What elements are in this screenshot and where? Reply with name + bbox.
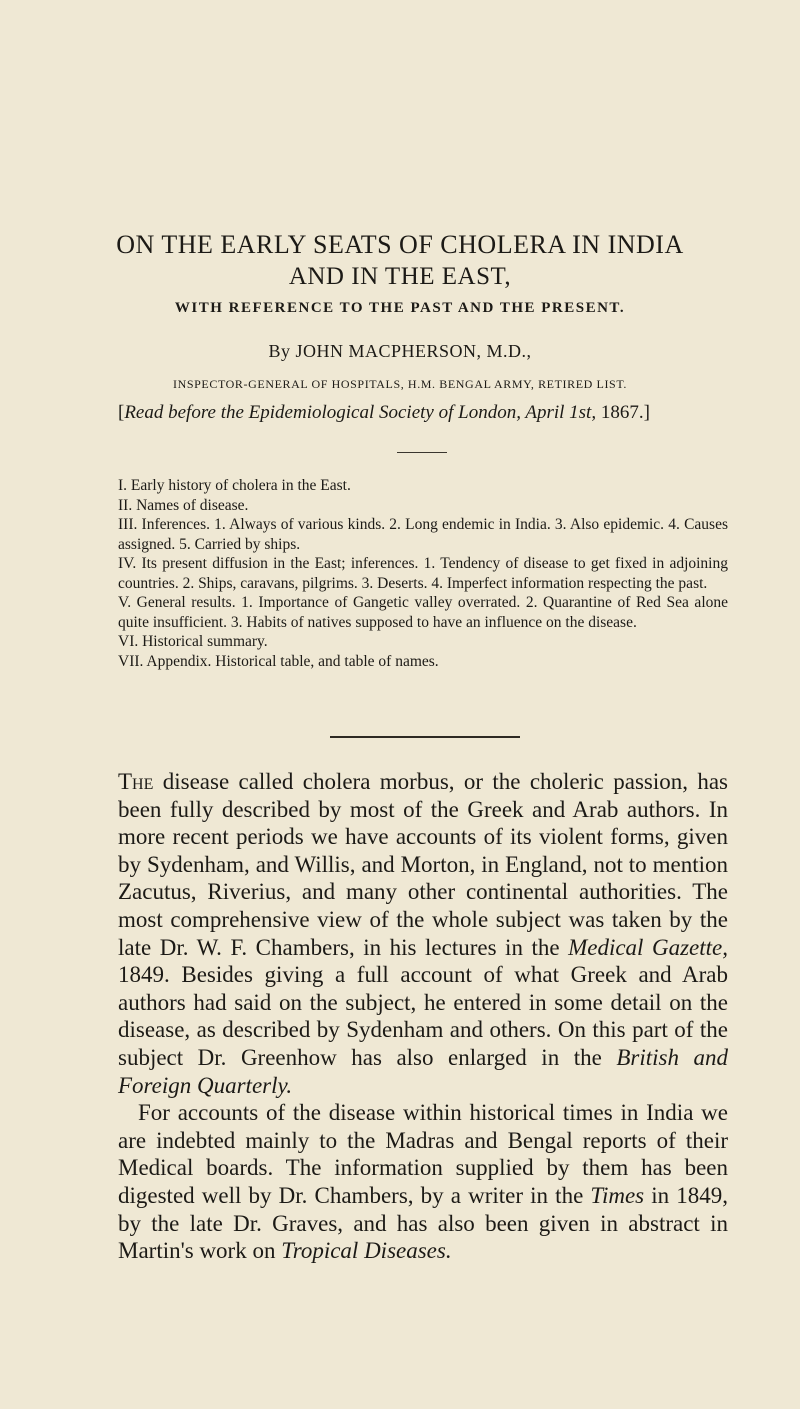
toc-entry: II. Names of disease. bbox=[118, 496, 249, 514]
short-divider bbox=[397, 452, 447, 453]
author-line: By JOHN MACPHERSON, M.D., bbox=[268, 341, 532, 361]
table-of-contents bbox=[118, 476, 728, 671]
paragraph-2 bbox=[118, 1099, 728, 1265]
toc-entry: VI. Historical summary. bbox=[118, 633, 268, 650]
read-before-note bbox=[118, 402, 798, 424]
paragraph-1 bbox=[118, 768, 728, 1099]
paragraph-2-italic-2: Tropical Diseases. bbox=[281, 1238, 452, 1264]
paragraph-1-lead: The bbox=[118, 769, 154, 794]
paragraph-1-text-b: 1849. Besides giving a full account of what Greek and Arab authors had said on the subject, he entered in some detail on the disease, as described by Sydenham and others. On this part of the subject Dr. Greenhow has also enlarged in the bbox=[118, 962, 728, 1070]
read-before-italic: Read before the Epidemiological Society of London, April 1st, bbox=[124, 402, 597, 423]
title-line-2: AND IN THE EAST, bbox=[288, 263, 512, 290]
toc-entry: V. General results. 1. Importance of Gangetic valley overrated. 2. Quarantine of Red Sea alone quite insufficient. 3. Habits of natives supposed to have an influence on the disease. bbox=[118, 594, 728, 631]
paragraph-2-text-b: in 1849, by the late Dr. Graves, and has also been given in abstract in Martin's work on bbox=[118, 1182, 729, 1264]
title-line-1: ON THE EARLY SEATS OF CHOLERA IN INDIA bbox=[116, 230, 684, 259]
paragraph-1-italic-2: British and Foreign Quarterly. bbox=[118, 1044, 729, 1098]
paragraph-2-text-a: For accounts of the disease within historical times in India we are indebted mainly to the Madras and Bengal reports of their Medical boards. The information supplied by them has been digested well by Dr. Chambers, by a writer in the bbox=[118, 1100, 728, 1208]
author-credentials: INSPECTOR-GENERAL OF HOSPITALS, H.M. BENGAL ARMY, RETIRED LIST. bbox=[173, 377, 627, 391]
read-before-date: 1867.] bbox=[596, 402, 650, 423]
toc-entry: III. Inferences. 1. Always of various kinds. 2. Long endemic in India. 3. Also epidemic. 4. Causes assigned. 5. Carried by ships. bbox=[118, 516, 728, 553]
paragraph-1-italic-1: Medical Gazette, bbox=[568, 934, 728, 960]
toc-entry: I. Early history of cholera in the East. bbox=[118, 477, 351, 494]
read-before-open-bracket: [ bbox=[118, 402, 125, 423]
subtitle: WITH REFERENCE TO THE PAST AND THE PRESENT. bbox=[174, 300, 626, 316]
paragraph-1-text-a: disease called cholera morbus, or the choleric passion, has been fully described by most of the Greek and Arab authors. In more recent periods we have accounts of its violent forms, given by Sydenham, and Willis, and Morton, in England, not to mention Zacutus, Riverius, and many other continental authorities. The most comprehensive view of the whole subject was taken by the late Dr. W. F. Chambers, in his lectures in the bbox=[118, 769, 728, 960]
paragraph-2-italic-1: Times bbox=[590, 1182, 645, 1208]
toc-entry: VII. Appendix. Historical table, and table of names. bbox=[118, 652, 439, 670]
toc-entry: IV. Its present diffusion in the East; inferences. 1. Tendency of disease to get fixed in adjoining countries. 2. Ships, caravans, pilgrims. 3. Deserts. 4. Imperfect information respecting the past. bbox=[118, 555, 728, 592]
section-divider bbox=[330, 736, 520, 738]
body-text bbox=[118, 768, 728, 1265]
